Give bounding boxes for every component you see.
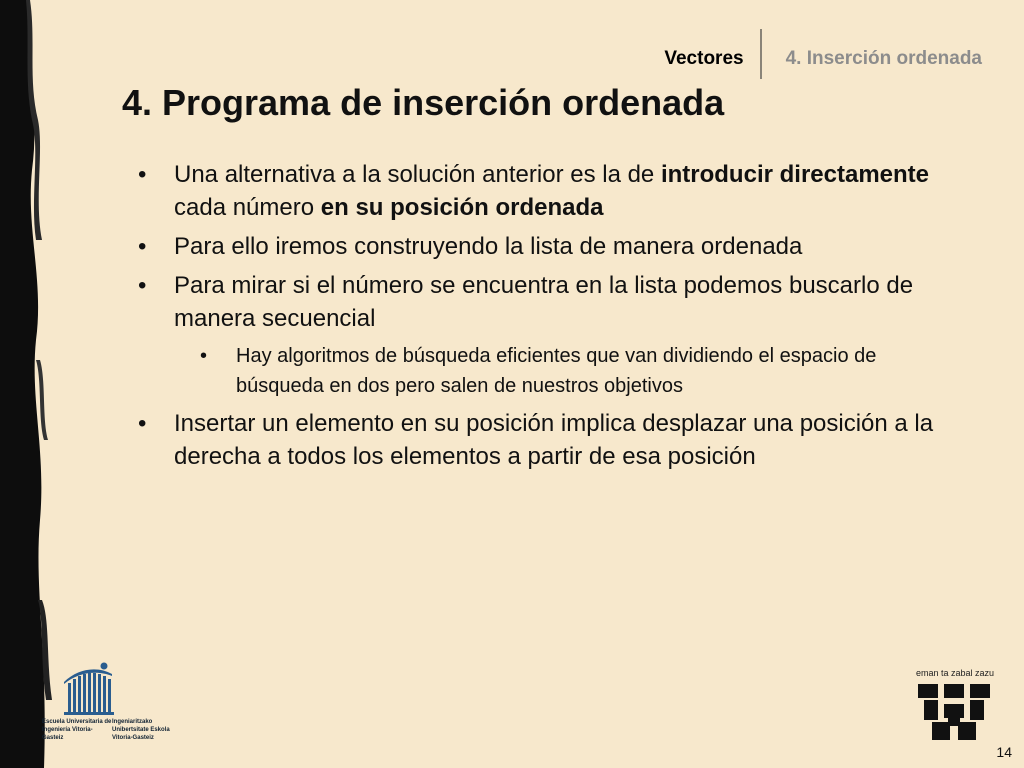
slide-title: 4. Programa de inserción ordenada xyxy=(122,82,725,123)
bullet-text: Para mirar si el número se encuentra en la lista podemos buscarlo de manera secuencial xyxy=(174,272,914,332)
sub-bullet-item: • Hay algoritmos de búsqueda eficientes que van dividiendo el espacio de búsqueda en dos pero salen de nuestros objetivos xyxy=(186,341,956,401)
bullet-text: Insertar un elemento en su posición implica desplazar una posición a la derecha a todos los elementos a partir de esa posición xyxy=(174,410,934,470)
slide-header xyxy=(664,42,982,76)
university-logo xyxy=(906,668,996,748)
bullet-text: Una alternativa a la solución anterior es la de xyxy=(174,161,661,188)
bullet-text: cada número xyxy=(174,194,321,221)
school-logo xyxy=(38,660,188,750)
university-tree-icon xyxy=(914,680,994,744)
section-label: Vectores xyxy=(664,48,744,69)
bullet-emphasis: introducir directamente xyxy=(660,161,930,188)
school-caption-eu: Ingeniaritzako Unibertsitate Eskola Vitoria-Gasteiz xyxy=(112,719,170,741)
topic-label: 4. Inserción ordenada xyxy=(785,48,982,69)
bullet-text: Para ello iremos construyendo la lista de manera ordenada xyxy=(174,233,803,260)
bullet-emphasis: en su posición ordenada xyxy=(320,194,604,221)
sub-bullet-list xyxy=(174,341,956,401)
university-motto: eman ta zabal zazu xyxy=(916,668,995,678)
page-number: 14 xyxy=(996,744,1012,760)
bullet-item xyxy=(136,230,956,263)
school-caption-es: Escuela Universitaria de Ingeniería Vitoria-Gasteiz xyxy=(42,719,112,741)
brush-stroke-decoration xyxy=(0,0,62,768)
bullet-item xyxy=(136,158,956,224)
school-logo-icon xyxy=(38,660,118,718)
bullet-item xyxy=(136,407,956,473)
bullet-list xyxy=(136,158,956,479)
bullet-item xyxy=(136,269,956,401)
